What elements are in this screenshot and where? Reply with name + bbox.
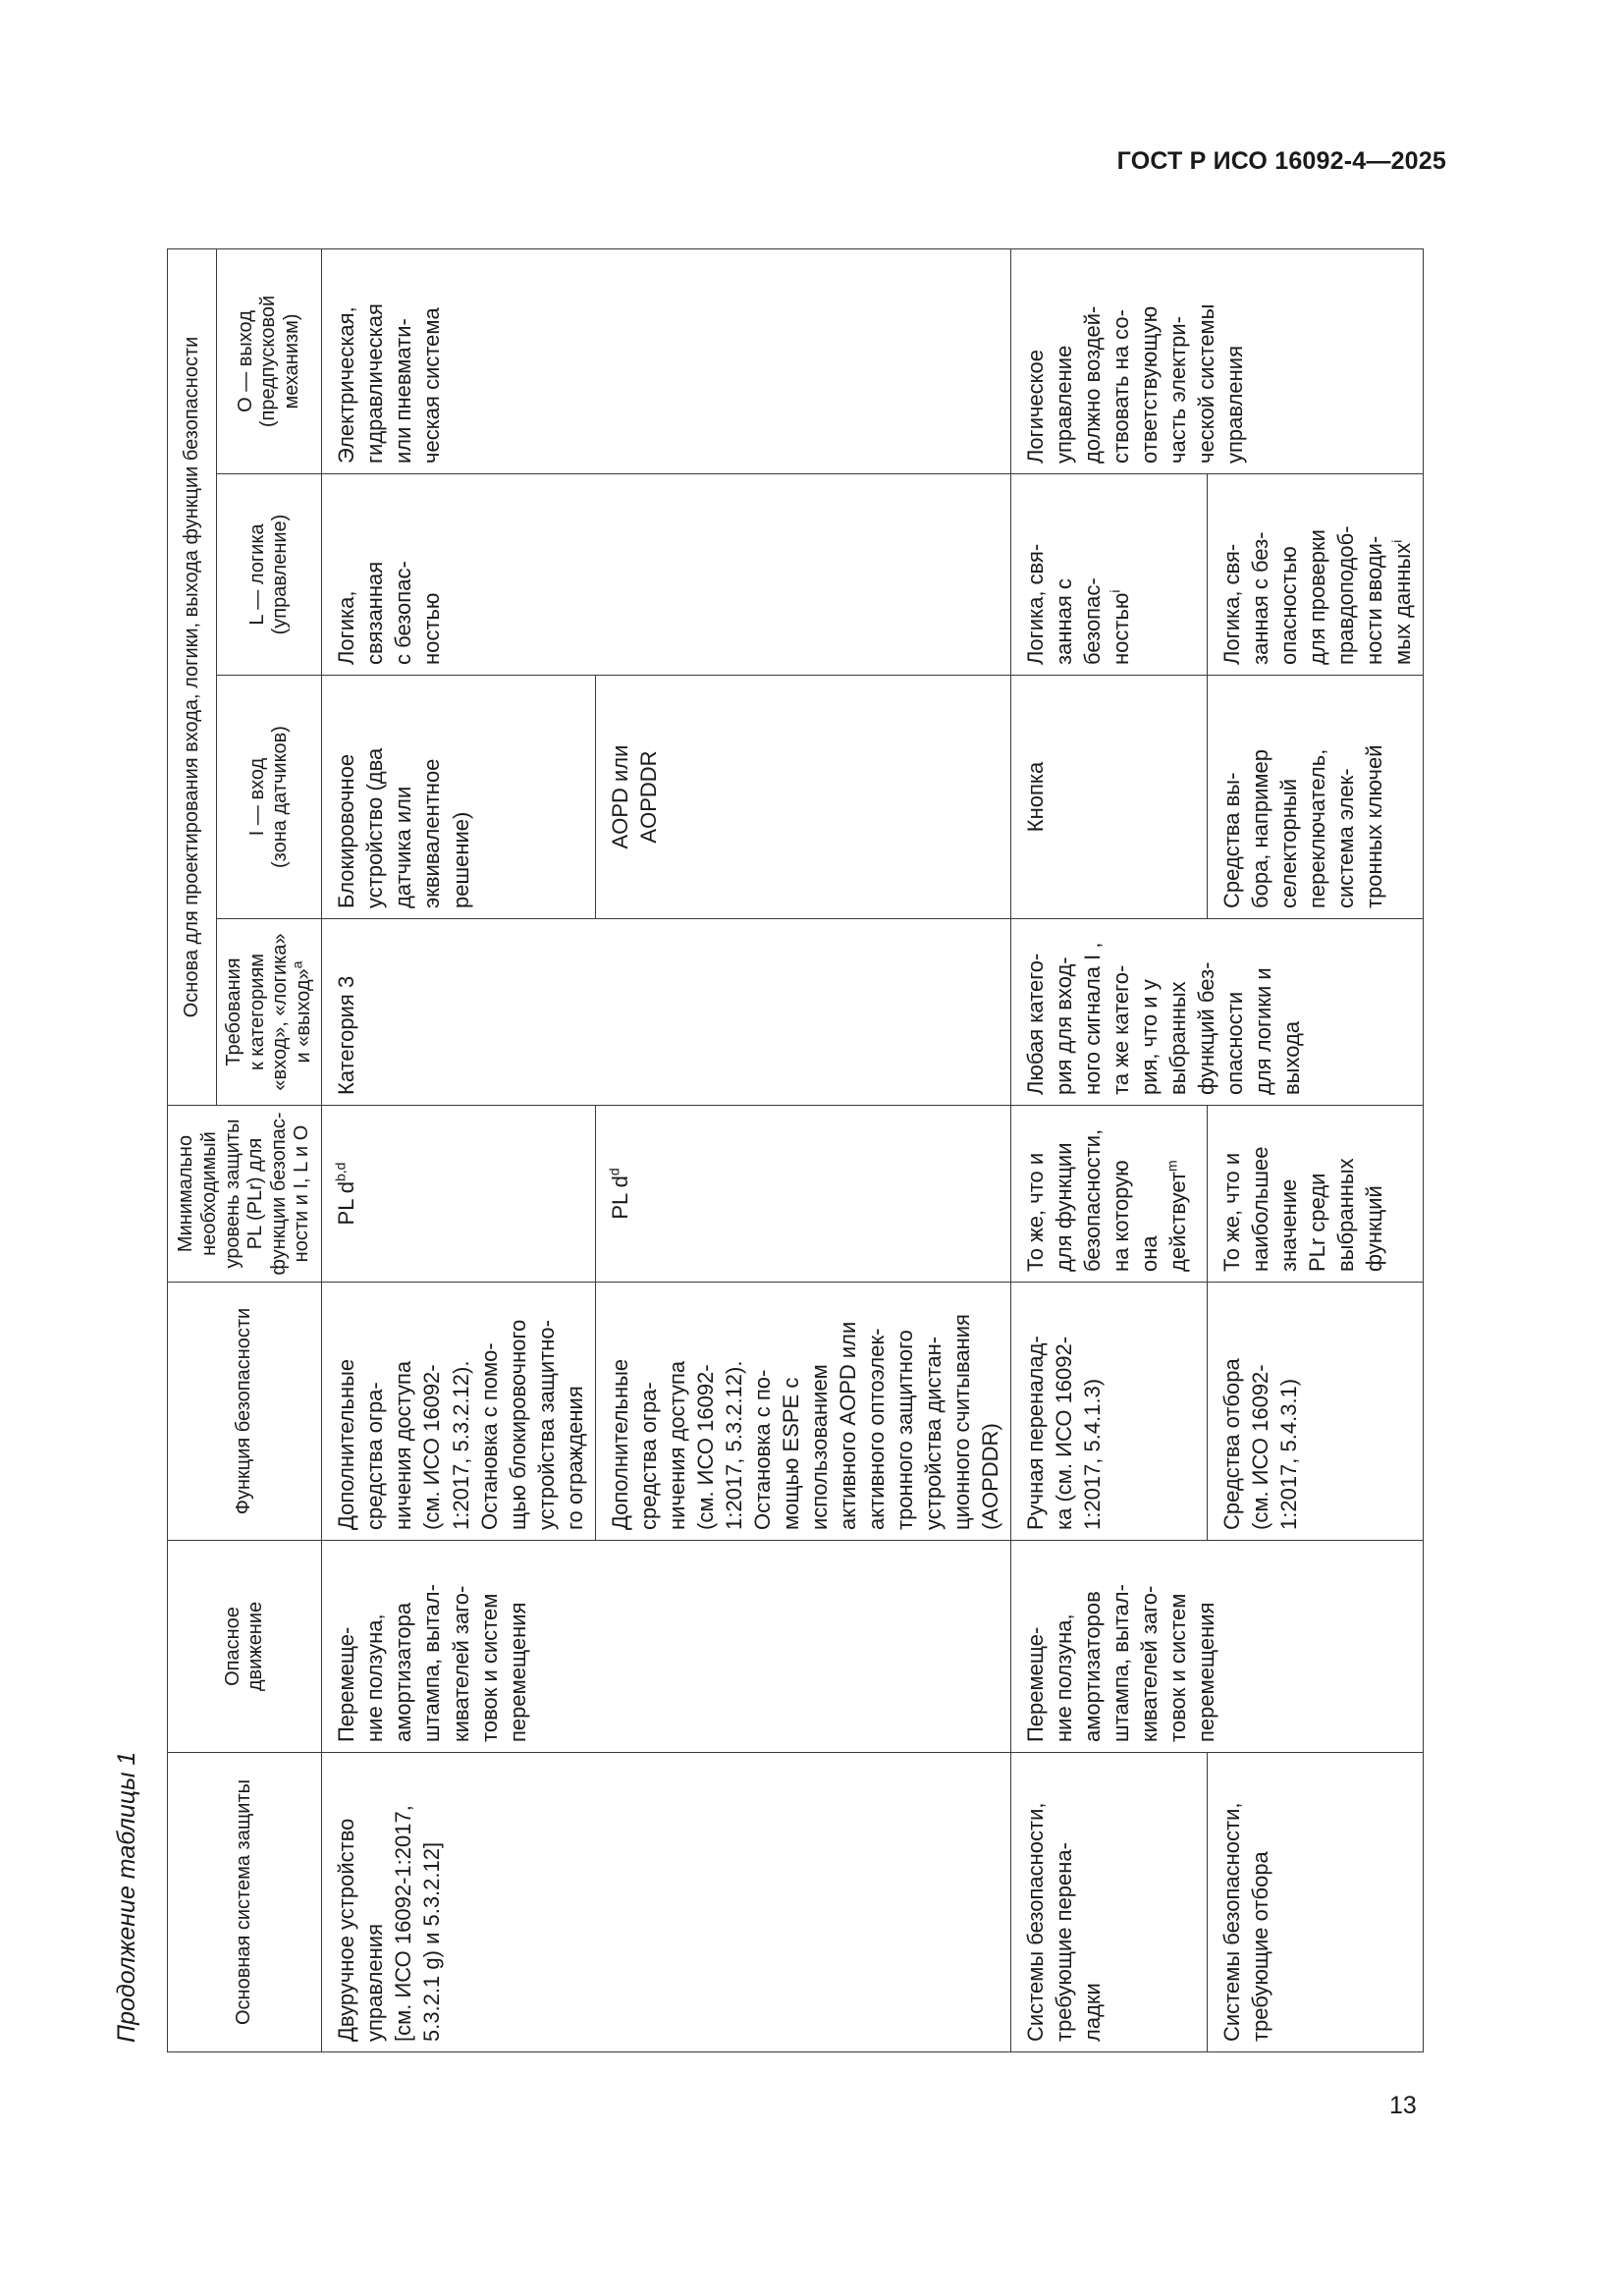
table-row bbox=[1208, 248, 1424, 2051]
cell-pl: PL $d^d$ bbox=[595, 1106, 1010, 1283]
header-function: Функция безопасности bbox=[168, 1283, 322, 1541]
header-input: I — вход (зона датчиков) bbox=[217, 676, 322, 919]
header-logic: L — логика (управление) bbox=[217, 474, 322, 676]
cell-logic: Логика, свя- занная с без- опасностью для проверки правдоподоб- ности вводи- мых данных$^i$ bbox=[1208, 474, 1424, 676]
cell-input: Блокировочное устройство (два датчика или эквивалентное решение) bbox=[322, 676, 595, 919]
page-number: 13 bbox=[1389, 2092, 1417, 2119]
cell-system-selection: Системы безопасности, требующие отбора bbox=[1208, 1753, 1424, 2052]
table-row bbox=[1011, 248, 1208, 2051]
cell-pl: То же, что и для функции безопасности, на которую она действует$^m$ bbox=[1011, 1106, 1208, 1283]
header-category-footnote: a bbox=[289, 960, 305, 969]
cell-output: Логическое управление должно воздей- ствовать на со- ответствующую часть электри- ческой системы управления bbox=[1011, 248, 1424, 473]
cell-logic: Логика, связанная с безопас- ностью bbox=[322, 474, 1011, 676]
cell-function: Ручная переналад- ка (см. ИСО 16092- 1:2017, 5.4.1.3) bbox=[1011, 1283, 1208, 1541]
rotated-table-area bbox=[98, 236, 1492, 2052]
safety-functions-table bbox=[167, 248, 1424, 2052]
cell-hazard: Перемеще- ние ползуна, амортизатора штампа, вытал- кивателей заго- товок и систем перемещения bbox=[322, 1541, 1011, 1753]
header-category: Требования к категориям «вход», «логика» и «выход»$^a$ bbox=[217, 919, 322, 1106]
table-header-row-1 bbox=[168, 248, 217, 2051]
table-row bbox=[322, 248, 595, 2051]
cell-function: Средства отбора (см. ИСО 16092- 1:2017, 5.4.3.1) bbox=[1208, 1283, 1424, 1541]
header-system: Основная система защиты bbox=[168, 1753, 322, 2052]
cell-input: AOPD или AOPDDR bbox=[595, 676, 1010, 919]
cell-logic: Логика, свя- занная с безопас- ностью$^i$ bbox=[1011, 474, 1208, 676]
cell-system-changeover: Системы безопасности, требующие перена- ладки bbox=[1011, 1753, 1208, 2052]
cell-hazard: Перемеще- ние ползуна, амортизаторов штампа, вытал- кивателей заго- товок и систем перемещения bbox=[1011, 1541, 1424, 1753]
standard-code: ГОСТ Р ИСО 16092-4—2025 bbox=[1116, 147, 1446, 175]
cell-system-two-hand: Двуручное устройство управления [см. ИСО 16092-1:2017, 5.3.2.1 g) и 5.3.2.12] bbox=[322, 1753, 1011, 2052]
cell-input: Средства вы- бора, например селекторный переключатель, система элек- тронных ключей bbox=[1208, 676, 1424, 919]
cell-pl: То же, что и наибольшее значение PLr среди выбранных функций bbox=[1208, 1106, 1424, 1283]
cell-category: Категория 3 bbox=[322, 919, 1011, 1106]
cell-output: Электрическая, гидравлическая или пневмати- ческая система bbox=[322, 248, 1011, 473]
cell-pl: PL $d^{b,d}$ bbox=[322, 1106, 595, 1283]
header-pl: Минимально необходимый уровень защиты PL (PLr) для функции безопас- ности и I, L и O bbox=[168, 1106, 322, 1283]
cell-function: Дополнительные средства огра- ничения доступа (см. ИСО 16092- 1:2017, 5.3.2.12). Остановка с помо- щью блокировочного устройства защитно- го ограждения bbox=[322, 1283, 595, 1541]
cell-category: Любая катего- рия для вход- ного сигнала I , та же катего- рия, что и у выбранных функций без- опасности для логики и выхода bbox=[1011, 919, 1424, 1106]
table-caption: Продолжение таблицы 1 bbox=[113, 1751, 140, 2043]
header-output: O — выход (предпусковой механизм) bbox=[217, 248, 322, 473]
cell-input: Кнопка bbox=[1011, 676, 1208, 919]
header-design-basis: Основа для проектирования входа, логики, выхода функции безопасности bbox=[168, 248, 217, 1105]
header-hazard: Опасное движение bbox=[168, 1541, 322, 1753]
cell-function: Дополнительные средства огра- ничения доступа (см. ИСО 16092- 1:2017, 5.3.2.12). Остановка с по- мощью ESPE с использованием активного AOPD или активного оптоэлек- тронного защитного устройства дистан- ционного считывания (AOPDDR) bbox=[595, 1283, 1010, 1541]
